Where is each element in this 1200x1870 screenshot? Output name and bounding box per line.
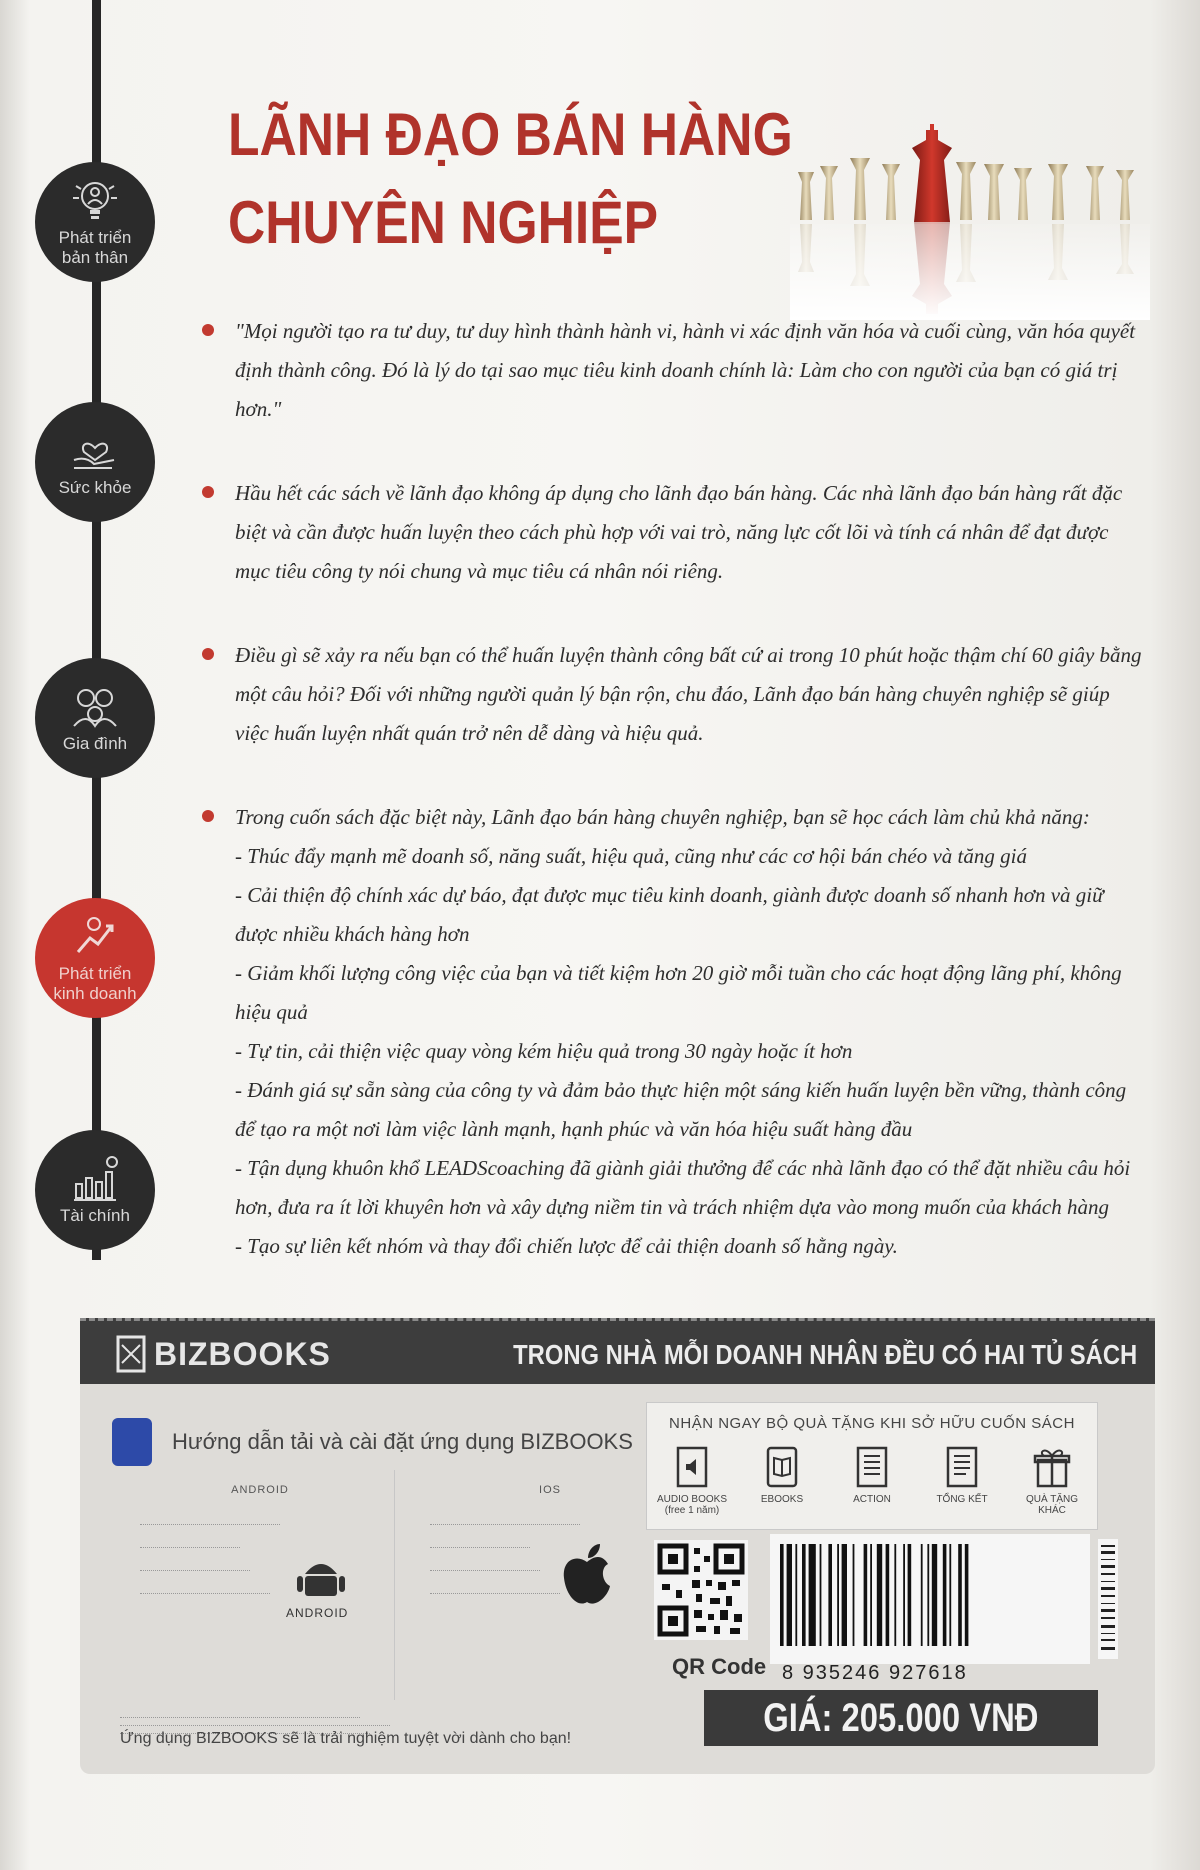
guide-step-line bbox=[430, 1539, 530, 1548]
guide-step-line bbox=[430, 1562, 540, 1571]
action-doc-icon bbox=[850, 1444, 894, 1490]
list-item: - Tận dụng khuôn khổ LEADScoaching đã giành giải thưởng để các nhà lãnh đạo có thể đặt nhiều câu hỏi hơn, đưa ra ít lời khuyên hơn và xây dựng niềm tin và trách nhiệm dựa vào mong muốn của khách hàng bbox=[235, 1156, 1131, 1219]
guide-step-line bbox=[140, 1539, 240, 1548]
android-heading: ANDROID bbox=[231, 1484, 289, 1496]
barcode-bar bbox=[842, 1544, 847, 1646]
blurb-paragraph bbox=[200, 474, 1145, 591]
barcode-bar bbox=[795, 1544, 797, 1646]
paragraph-text: Trong cuốn sách đặc biệt này, Lãnh đạo bán hàng chuyên nghiệp, bạn sẽ học cách làm chủ khả năng: bbox=[235, 805, 1090, 829]
book-title-line1: LÃNH ĐẠO BÁN HÀNG bbox=[228, 101, 793, 168]
sidebar-item-family bbox=[35, 658, 155, 778]
audio-book-icon bbox=[670, 1444, 714, 1490]
list-item: - Đánh giá sự sẵn sàng của công ty và đảm bảo thực hiện một sáng kiến huấn luyện bền vững, thành công để tạo ra một nơi làm việc lành mạnh, hạnh phúc và văn hóa hiệu suất hàng đầu bbox=[235, 1078, 1127, 1141]
isbn-vertical-barcode bbox=[1098, 1539, 1118, 1659]
qr-code bbox=[646, 1530, 756, 1650]
paragraph-text: Hầu hết các sách về lãnh đạo không áp dụng cho lãnh đạo bán hàng. Các nhà lãnh đạo bán hàng rất đặc biệt và cần được huấn luyện theo cách phù hợp với vai trò, năng lực cốt lõi và tính cá nhân để đạt được mục tiêu công ty nói chung và mục tiêu cá nhân nói riêng. bbox=[235, 481, 1123, 583]
gift-box bbox=[646, 1402, 1098, 1530]
growth-icon bbox=[68, 912, 122, 962]
qr-label: QR Code bbox=[672, 1654, 767, 1679]
paragraph-text: Điều gì sẽ xảy ra nếu bạn có thể huấn luyện thành công bất cứ ai trong 10 phút hoặc thậm chí 60 giây bằng một câu hỏi? Đối với những người quản lý bận rộn, chu đáo, Lãnh đạo bán hàng chuyên nghiệp sẽ giúp việc huấn luyện nhất quán trở nên dễ dàng và hiệu quả. bbox=[235, 643, 1142, 745]
guide-step-line bbox=[140, 1562, 250, 1571]
bullet-dot bbox=[202, 486, 214, 498]
gift-label: AUDIO BOOKS (free 1 năm) bbox=[656, 1494, 727, 1516]
gift-label: ACTION bbox=[853, 1494, 891, 1505]
gift-item bbox=[832, 1444, 912, 1516]
bullet-dot bbox=[202, 810, 214, 822]
sidebar-item-business-development bbox=[35, 898, 155, 1018]
barcode-bar bbox=[802, 1544, 806, 1646]
barcode-bar bbox=[886, 1544, 890, 1646]
list-item: - Tạo sự liên kết nhóm và thay đổi chiến lược để cải thiện doanh số hằng ngày. bbox=[235, 1234, 898, 1258]
publisher-name: BIZBOOKS bbox=[154, 1335, 331, 1372]
guide-step-line bbox=[140, 1516, 280, 1525]
gift-label: EBOOKS bbox=[760, 1494, 804, 1505]
guide-step-line bbox=[430, 1516, 580, 1525]
list-item: - Tự tin, cải thiện việc quay vòng kém hiệu quả trong 30 ngày hoặc ít hơn bbox=[235, 1039, 853, 1063]
list-item: - Cải thiện độ chính xác dự báo, đạt được mục tiêu kinh doanh, giành được doanh số nhanh hơn và giữ được nhiều khách hàng hơn bbox=[235, 883, 1104, 946]
android-wordmark: ANDROID bbox=[286, 1606, 349, 1620]
publisher-strip bbox=[80, 1318, 1155, 1387]
sidebar-item-self-development bbox=[35, 162, 155, 282]
gift-item bbox=[1012, 1444, 1092, 1516]
barcode-bar bbox=[965, 1544, 969, 1646]
barcode-number: 8 935246 927618 bbox=[782, 1662, 968, 1684]
family-icon bbox=[68, 682, 122, 732]
paragraph-text: "Mọi người tạo ra tư duy, tư duy hình thành hành vi, hành vi xác định văn hóa và cuối cùng, văn hóa quyết định thành công. Đó là lý do tại sao mục tiêu kinh doanh chính là: Làm cho con người của bạn có giá trị hơn." bbox=[235, 319, 1136, 421]
lightbulb-person-icon bbox=[68, 176, 122, 226]
guide-step-line bbox=[140, 1585, 270, 1594]
price-bar bbox=[704, 1690, 1098, 1746]
barcode-bar bbox=[870, 1544, 872, 1646]
sidebar-item-label: Phát triển bản thân bbox=[58, 228, 132, 267]
blurb-paragraph bbox=[200, 312, 1145, 429]
sidebar-item-health bbox=[35, 402, 155, 522]
barcode-bar bbox=[828, 1544, 832, 1646]
sidebar-item-label: Gia đình bbox=[62, 734, 128, 753]
gift-item bbox=[922, 1444, 1002, 1516]
android-guide bbox=[120, 1484, 400, 1608]
blurb bbox=[200, 312, 1145, 1311]
blurb-paragraph bbox=[200, 636, 1145, 753]
barcode-bar bbox=[837, 1544, 839, 1646]
barcode bbox=[770, 1534, 1090, 1674]
app-tagline: Ứng dụng BIZBOOKS sẽ là trải nghiệm tuyệt vời dành cho bạn! bbox=[120, 1730, 572, 1747]
barcode-bar bbox=[877, 1544, 882, 1646]
gift-title: NHẬN NGAY BỘ QUÀ TẶNG KHI SỞ HỮU CUỐN SÁCH bbox=[669, 1415, 1075, 1432]
gift-item bbox=[652, 1444, 732, 1516]
android-logo-icon bbox=[295, 1552, 347, 1602]
publisher-slogan: TRONG NHÀ MỖI DOANH NHÂN ĐỀU CÓ HAI TỦ SÁCH bbox=[512, 1339, 1137, 1370]
app-guide-header bbox=[112, 1418, 633, 1466]
gift-label: QUÀ TẶNG KHÁC bbox=[1025, 1494, 1079, 1516]
publisher-logo bbox=[116, 1335, 331, 1373]
bullet-dot bbox=[202, 324, 214, 336]
bar-chart-icon bbox=[68, 1154, 122, 1204]
ios-heading: IOS bbox=[539, 1484, 561, 1496]
barcode-bar bbox=[927, 1544, 929, 1646]
barcode-bar bbox=[809, 1544, 816, 1646]
app-guide-title: Hướng dẫn tải và cài đặt ứng dụng BIZBOOKS bbox=[172, 1429, 633, 1454]
barcode-bar bbox=[780, 1544, 784, 1646]
divider bbox=[394, 1470, 395, 1700]
barcode-bar bbox=[949, 1544, 951, 1646]
barcode-bar bbox=[820, 1544, 822, 1646]
list-item: - Thúc đẩy mạnh mẽ doanh số, năng suất, hiệu quả, cũng như các cơ hội bán chéo và tăng giá bbox=[235, 844, 1027, 868]
barcode-bar bbox=[958, 1544, 962, 1646]
price-label: GIÁ: 205.000 VNĐ bbox=[763, 1695, 1039, 1740]
sidebar-item-label: Phát triển kinh doanh bbox=[53, 964, 137, 1003]
summary-doc-icon bbox=[940, 1444, 984, 1490]
gift-list bbox=[647, 1444, 1097, 1516]
bullet-dot bbox=[202, 648, 214, 660]
barcode-bar bbox=[908, 1544, 912, 1646]
sidebar-item-label: Sức khỏe bbox=[58, 478, 132, 497]
apple-logo-icon bbox=[558, 1542, 616, 1608]
barcode-bar bbox=[932, 1544, 937, 1646]
barcode-bar bbox=[894, 1544, 896, 1646]
barcode-bar bbox=[864, 1544, 868, 1646]
gift-icon bbox=[1030, 1444, 1074, 1490]
book-logo-icon bbox=[116, 1335, 146, 1373]
sidebar-item-label: Tài chính bbox=[60, 1206, 130, 1225]
barcode-bar bbox=[787, 1544, 792, 1646]
blurb-paragraph bbox=[200, 798, 1145, 1266]
ebook-icon bbox=[760, 1444, 804, 1490]
heart-hand-icon bbox=[68, 426, 122, 476]
book-title-line2: CHUYÊN NGHIỆP bbox=[228, 189, 659, 256]
barcode-bar bbox=[853, 1544, 855, 1646]
list-item: - Giảm khối lượng công việc của bạn và tiết kiệm hơn 20 giờ mỗi tuần cho các hoạt động lãng phí, không hiệu quả bbox=[235, 961, 1122, 1024]
gift-item bbox=[742, 1444, 822, 1516]
barcode-bar bbox=[943, 1544, 947, 1646]
gift-label: TỔNG KẾT bbox=[936, 1494, 988, 1505]
chess-pieces-illustration bbox=[790, 120, 1150, 320]
sidebar-item-finance bbox=[35, 1130, 155, 1250]
guide-step-line bbox=[430, 1585, 560, 1594]
barcode-bar bbox=[903, 1544, 905, 1646]
app-logo-icon bbox=[112, 1418, 152, 1466]
info-panel bbox=[80, 1384, 1155, 1774]
barcode-bar bbox=[921, 1544, 923, 1646]
